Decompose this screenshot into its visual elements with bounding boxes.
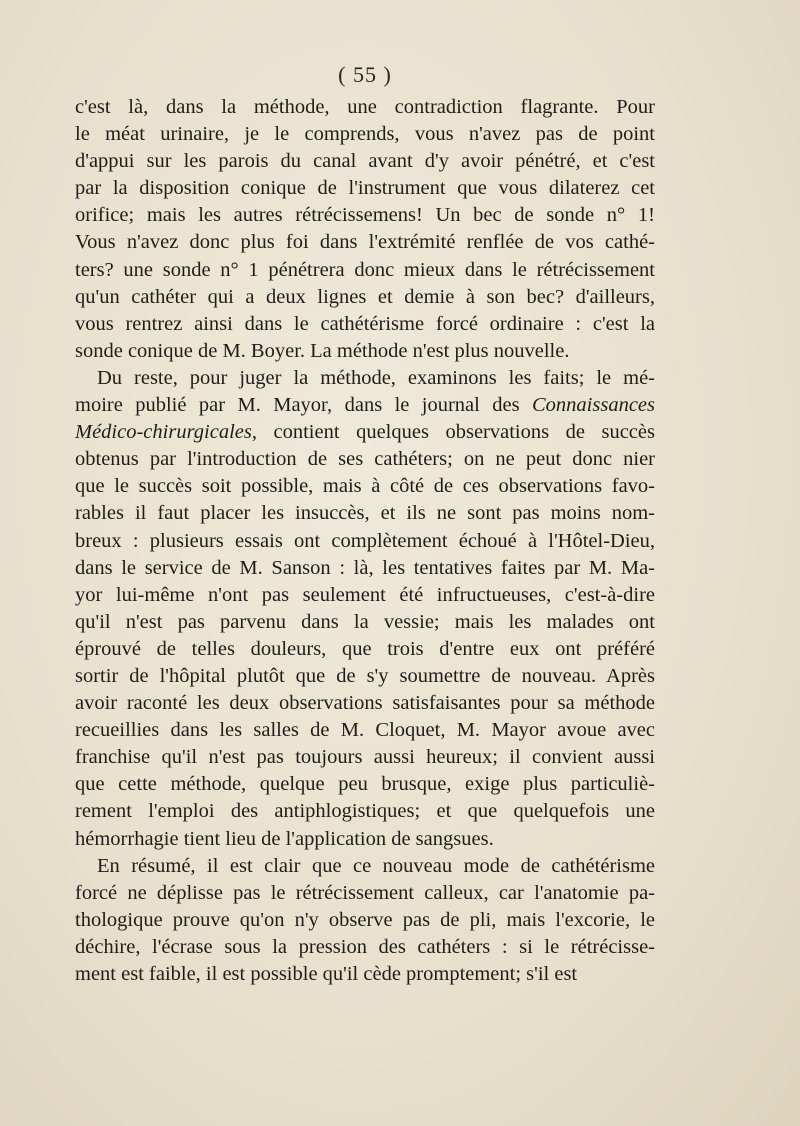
page-number: ( 55 ): [338, 62, 392, 87]
text-line: obtenus par l'introduction de ses cathéters; on ne peut donc nier: [75, 448, 655, 471]
text-line: breux : plusieurs essais ont complètement échoué à l'Hôtel-Dieu,: [75, 529, 655, 552]
text-line: hémorrhagie tient lieu de l'application de sangsues.: [75, 827, 494, 850]
text-line: c'est là, dans la méthode, une contradiction flagrante. Pour: [75, 96, 655, 118]
text-line: vous rentrez ainsi dans le cathétérisme forcé ordinaire : c'est la: [75, 312, 655, 335]
text-line: moire publié par M. Mayor, dans le journal des Connaissances: [75, 394, 655, 417]
text-line: par la disposition conique de l'instrument que vous dilaterez cet: [75, 177, 655, 200]
paragraph: [75, 365, 655, 853]
text-line: d'appui sur les parois du canal avant d'y avoir pénétré, et c'est: [75, 150, 655, 173]
text-line: thologique prouve qu'on n'y observe pas de pli, mais l'excorie, le: [75, 908, 655, 931]
text-line: Médico-chirurgicales, contient quelques observations de succès: [75, 421, 655, 444]
text-line: ters? une sonde n° 1 pénétrera donc mieux dans le rétrécissement: [75, 258, 655, 281]
text-line: qu'il n'est pas parvenu dans la vessie; mais les malades ont: [75, 610, 655, 633]
text-line: qu'un cathéter qui a deux lignes et demie à son bec? d'ailleurs,: [75, 285, 655, 308]
paragraph: [75, 853, 655, 988]
text-line: rement l'emploi des antiphlogistiques; et que quelquefois une: [75, 800, 655, 823]
text-line: que le succès soit possible, mais à côté de ces observations favo-: [75, 475, 655, 498]
text-line: En résumé, il est clair que ce nouveau mode de cathétérisme: [97, 854, 655, 877]
text-line: éprouvé de telles douleurs, que trois d'entre eux ont préféré: [75, 637, 655, 660]
text-line: Du reste, pour juger la méthode, examinons les faits; le mé-: [97, 366, 655, 389]
text-line: yor lui-même n'ont pas seulement été infructueuses, c'est-à-dire: [75, 583, 655, 606]
text-line: forcé ne déplisse pas le rétrécissement calleux, car l'anatomie pa-: [75, 881, 655, 904]
text-line: sonde conique de M. Boyer. La méthode n'est plus nouvelle.: [75, 339, 570, 362]
text-line: avoir raconté les deux observations satisfaisantes pour sa méthode: [75, 692, 655, 715]
text-line: orifice; mais les autres rétrécissemens! Un bec de sonde n° 1!: [75, 204, 655, 227]
text-line: recueillies dans les salles de M. Cloquet, M. Mayor avoue avec: [75, 719, 655, 742]
text-line: ment est faible, il est possible qu'il cède promptement; s'il est: [75, 963, 578, 985]
text-line: rables il faut placer les insuccès, et ils ne sont pas moins nom-: [75, 502, 655, 525]
text-line: le méat urinaire, je le comprends, vous n'avez pas de point: [75, 123, 655, 146]
text-line: Vous n'avez donc plus foi dans l'extrémité renflée de vos cathé-: [75, 231, 655, 254]
paragraph: [75, 94, 655, 365]
text-line: que cette méthode, quelque peu brusque, exige plus particuliè-: [75, 773, 655, 796]
text-line: franchise qu'il n'est pas toujours aussi heureux; il convient aussi: [75, 746, 655, 769]
text-line: sortir de l'hôpital plutôt que de s'y soumettre de nouveau. Après: [75, 664, 655, 687]
text-line: dans le service de M. Sanson : là, les tentatives faites par M. Ma-: [75, 556, 655, 579]
text-line: déchire, l'écrase sous la pression des cathéters : si le rétrécisse-: [75, 935, 655, 958]
body-text: [75, 94, 655, 988]
